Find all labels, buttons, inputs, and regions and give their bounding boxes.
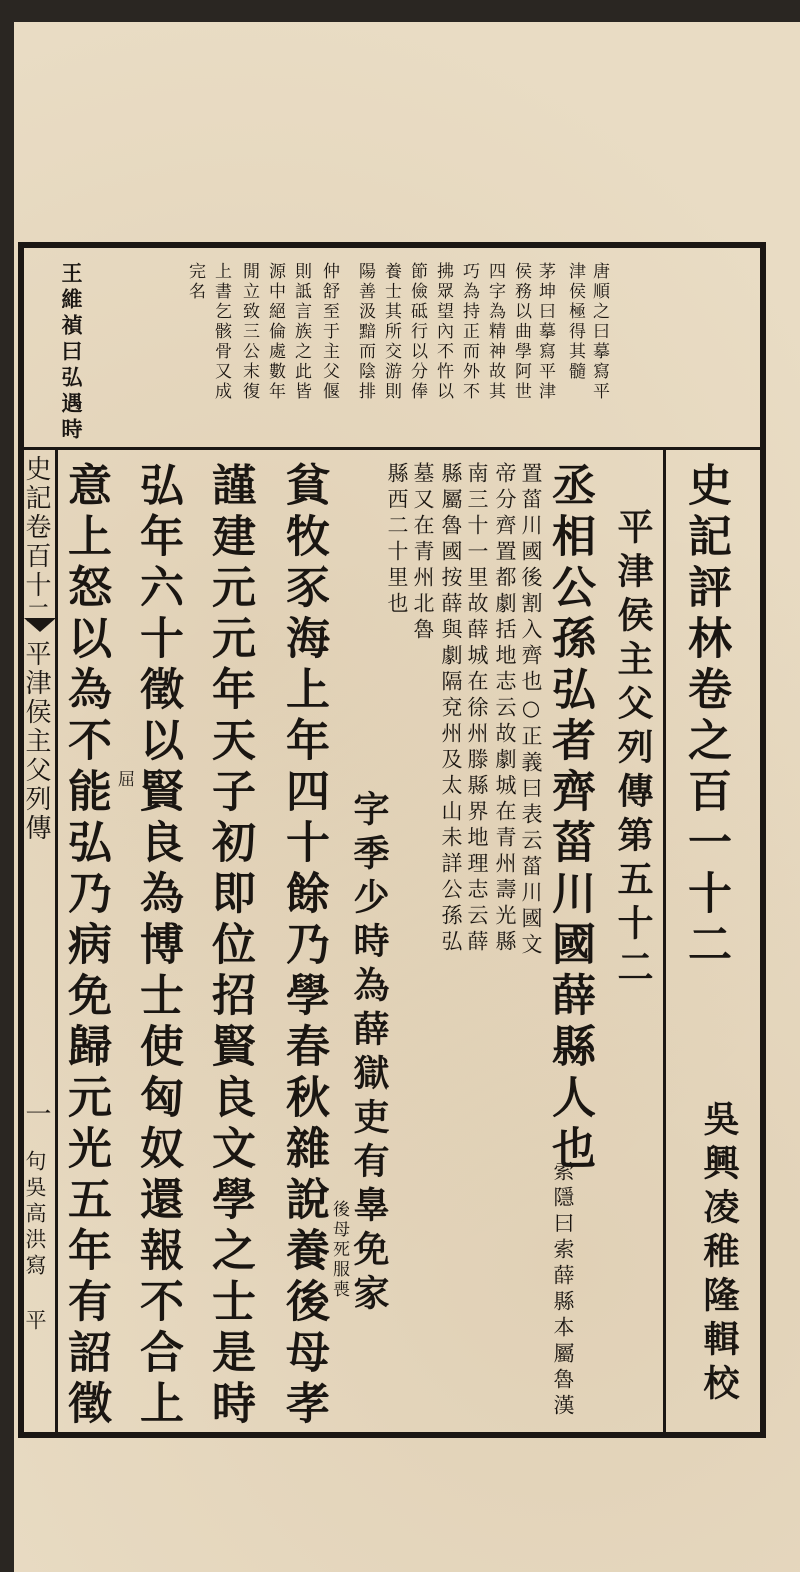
annotation-col: 閒立致三公末復 [239, 262, 259, 402]
annotation-col: 節儉砥行以分俸 [407, 262, 427, 402]
main-text-col: 丞相公孫弘者齊菑川國薛縣人也 [544, 462, 595, 1176]
annotation-col: 上書乞骸骨又成 [211, 262, 231, 402]
commentary-col: 縣屬魯國按薛與劇隔兗州及太山未詳公孫弘 [439, 462, 463, 956]
annotation-col: 茅坤曰摹寫平津 [535, 262, 555, 402]
annotation-col: 唐順之曰摹寫平 [589, 262, 609, 402]
main-text-col: 貧牧豕海上年四十餘乃學春秋雜說養後母孝 [278, 462, 329, 1431]
commentary-col: 墓又在青州北魯 [411, 462, 435, 644]
annotation-col: 養士其所交游則 [381, 262, 401, 402]
annotation-col: 津侯極得其髓 [565, 262, 585, 382]
main-text-col: 謹建元元年天子初即位招賢良文學之士是時 [204, 462, 255, 1431]
annotation-wang: 王維禎曰弘遇時 [59, 262, 84, 444]
fish-tail-mark [24, 618, 56, 632]
margin-page-number: 一 [21, 1100, 51, 1129]
commentary-col: 置菑川國後割入齊也○正義曰表云菑川國文 [519, 462, 543, 959]
annotation-col: 源中絕倫處數年 [265, 262, 285, 402]
margin-chapter: 平津侯主父列傳 [21, 640, 51, 843]
commentary-col: 索隱曰索薛縣本屬魯漢 [551, 1160, 575, 1420]
annotation-col: 巧為持正而外不 [459, 262, 479, 402]
chapter-title: 平津侯主父列傳第五十二 [612, 508, 654, 992]
main-text-col: 弘年六十徵以賢良為博士使匈奴還報不合上 [132, 462, 183, 1431]
annotation-col: 拂眾望內不忤以 [433, 262, 453, 402]
book-title: 史記評林卷之百一十二 [680, 462, 731, 972]
commentary-col: 縣西二十里也 [385, 462, 409, 618]
annotation-col: 仲舒至于主父偃 [319, 262, 339, 402]
commentary-col: 南三十一里故薛城在徐州滕縣界地理志云薛 [465, 462, 489, 956]
annotation-col: 則詆言族之此皆 [291, 262, 311, 402]
inline-note: 後母死服喪 [329, 1200, 349, 1300]
editor-credit: 吳興凌稚隆輯校 [698, 1100, 740, 1408]
column-rule [55, 450, 58, 1435]
margin-scribe: 句吳高洪寫 平 [23, 1150, 47, 1335]
inline-note: 屈 [114, 770, 134, 790]
commentary-col: 帝分齊置都劇括地志云故劇城在青州壽光縣 [493, 462, 517, 956]
annotation-col: 侯務以曲學阿世 [511, 262, 531, 402]
main-text-inline: 字季少時為薛獄吏有辠免家 [348, 790, 390, 1318]
main-text-col: 意上怒以為不能弘乃病免歸元光五年有詔徵 [60, 462, 111, 1431]
annotation-col: 陽善汲黯而陰排 [355, 262, 375, 402]
margin-book-title: 史記卷百十二 [21, 455, 51, 629]
annotation-col: 完名 [185, 262, 205, 302]
column-rule [663, 450, 666, 1435]
annotation-col: 四字為精神故其 [485, 262, 505, 402]
